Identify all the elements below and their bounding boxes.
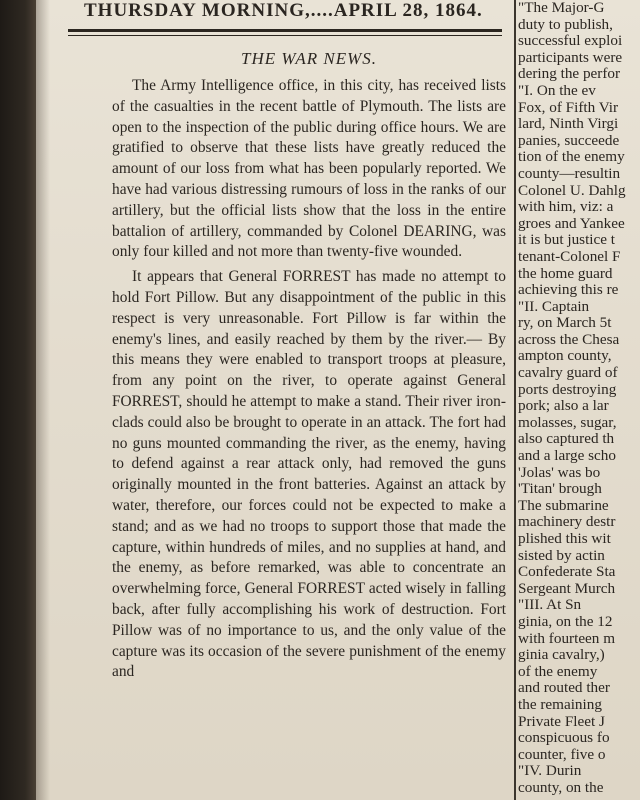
adjacent-column-line: across the Chesa — [518, 330, 620, 348]
article-paragraph: The Army Intelligence office, in this city, has received lists of the casualties in the recent battle of Plymouth. The lists are open to the inspection of the public during office hours. We are gratified to observe that these lists have greatly reduced the amount of our loss from what has been popularly reported. We have had various distressing rumours of loss in the ranks of our artillery, but the official lists show that the loss in the entire battalion of artillery, commanded by Colonel DEARING, was only four killed and not more than twenty-five wounded. — [112, 77, 506, 261]
adjacent-column-line: lard, Ninth Virgi — [518, 115, 619, 133]
adjacent-column-line: with fourteen m — [518, 629, 616, 647]
adjacent-column-line: Fox, of Fifth Vir — [518, 98, 619, 116]
adjacent-column-line: plished this wit — [518, 530, 611, 547]
adjacent-column-line: ry, on March 5t — [518, 314, 612, 332]
adjacent-column-line: sisted by actin — [518, 546, 605, 564]
adjacent-column-line: the home guard — [518, 264, 613, 282]
adjacent-column-line: also captured th — [518, 430, 615, 448]
adjacent-column-line: achieving this re — [518, 281, 619, 299]
adjacent-column-line: county, on the — [518, 778, 604, 796]
adjacent-column-line: "II. Captain — [518, 297, 590, 315]
adjacent-column-line: ginia cavalry,) — [518, 646, 605, 664]
adjacent-column-line: The submarine — [518, 496, 609, 514]
adjacent-column-line: ginia, on the 12 — [518, 612, 613, 630]
adjacent-column-line: county—resultin — [518, 164, 621, 182]
adjacent-column-line: panies, succeede — [518, 131, 620, 149]
adjacent-column-line: dering the perfor — [518, 65, 621, 83]
header-rule-thin — [68, 35, 502, 36]
adjacent-column-line: with him, viz: a — [518, 198, 614, 216]
header-rule-thick — [68, 29, 502, 32]
adjacent-column-line: "III. At Sn — [518, 596, 582, 614]
adjacent-column-line: Sergeant Murch — [518, 579, 616, 597]
page-shadow-edge — [0, 0, 36, 800]
adjacent-column-line: Confederate Sta — [518, 563, 616, 581]
adjacent-column-line: molasses, sugar, — [518, 413, 617, 431]
adjacent-column-line: Colonel U. Dahlg — [518, 181, 626, 199]
adjacent-column-line: it is but justice t — [518, 231, 616, 249]
adjacent-column-line: machinery destr — [518, 513, 616, 531]
adjacent-column-line: tion of the enemy — [518, 148, 625, 166]
article-headline: THE WAR NEWS. — [241, 49, 377, 68]
adjacent-column-line: Private Fleet J — [518, 712, 605, 730]
adjacent-column-line: ports destroying — [518, 380, 617, 398]
adjacent-column-line: pork; also a lar — [518, 397, 609, 415]
adjacent-column-line: 'Titan' brough — [518, 480, 602, 498]
adjacent-column-line: ampton county, — [518, 347, 612, 365]
column-separator — [514, 0, 516, 800]
adjacent-column-line: participants were — [518, 48, 623, 66]
adjacent-column-line: of the enemy — [518, 662, 598, 680]
adjacent-column-line: tenant-Colonel F — [518, 247, 621, 265]
adjacent-column-line: and a large scho — [518, 447, 616, 465]
adjacent-column-line: the remaining — [518, 695, 602, 713]
adjacent-column-line: cavalry guard of — [518, 364, 618, 382]
adjacent-column-line: and routed ther — [518, 679, 610, 697]
adjacent-column-line: conspicuous fo — [518, 729, 610, 747]
adjacent-column-line: "IV. Durin — [518, 762, 582, 780]
adjacent-column-line: "The Major-G — [518, 0, 605, 16]
adjacent-column-line: 'Jolas' was bo — [518, 463, 601, 481]
adjacent-column-line: duty to publish, — [518, 15, 613, 33]
adjacent-article-column — [518, 0, 640, 797]
adjacent-column-line: counter, five o — [518, 745, 606, 763]
masthead-date-line: THURSDAY MORNING,....APRIL 28, 1864. — [84, 0, 483, 21]
adjacent-column-line: groes and Yankee — [518, 214, 625, 232]
article-paragraph: It appears that General FORREST has made no attempt to hold Fort Pillow. But any disappointment of the public in this respect is very unreasonable. Fort Pillow is far within the enemy's lines, and easily reached by them by the river.— By this means they were enabled to transport troops at pleasure, from any point on the river, to operate against General FORREST, should he attempt to make a stand. Their river iron-clads could also be brought to operate in an attack. The fort had no guns mounted commanding the river, as the enemy, having to defend against a rear attack only, had removed the guns originally mounted in the front batteries. Against an attack by water, therefore, our forces could not be expected to make a stand; and as we had no troops to support those that made the capture, within hundreds of miles, and no supplies at hand, and the enemy, as before remarked, was able to concentrate an overwhelming force, General FORREST acted wisely in falling back, after fully accomplishing his work of destruction. Fort Pillow was of no importance to us, and the only value of the capture was its occasion of the severe punishment of the enemy and — [112, 268, 506, 681]
adjacent-column-line: successful exploi — [518, 32, 623, 50]
article-column — [112, 48, 506, 687]
adjacent-column-line: "I. On the ev — [518, 81, 596, 99]
